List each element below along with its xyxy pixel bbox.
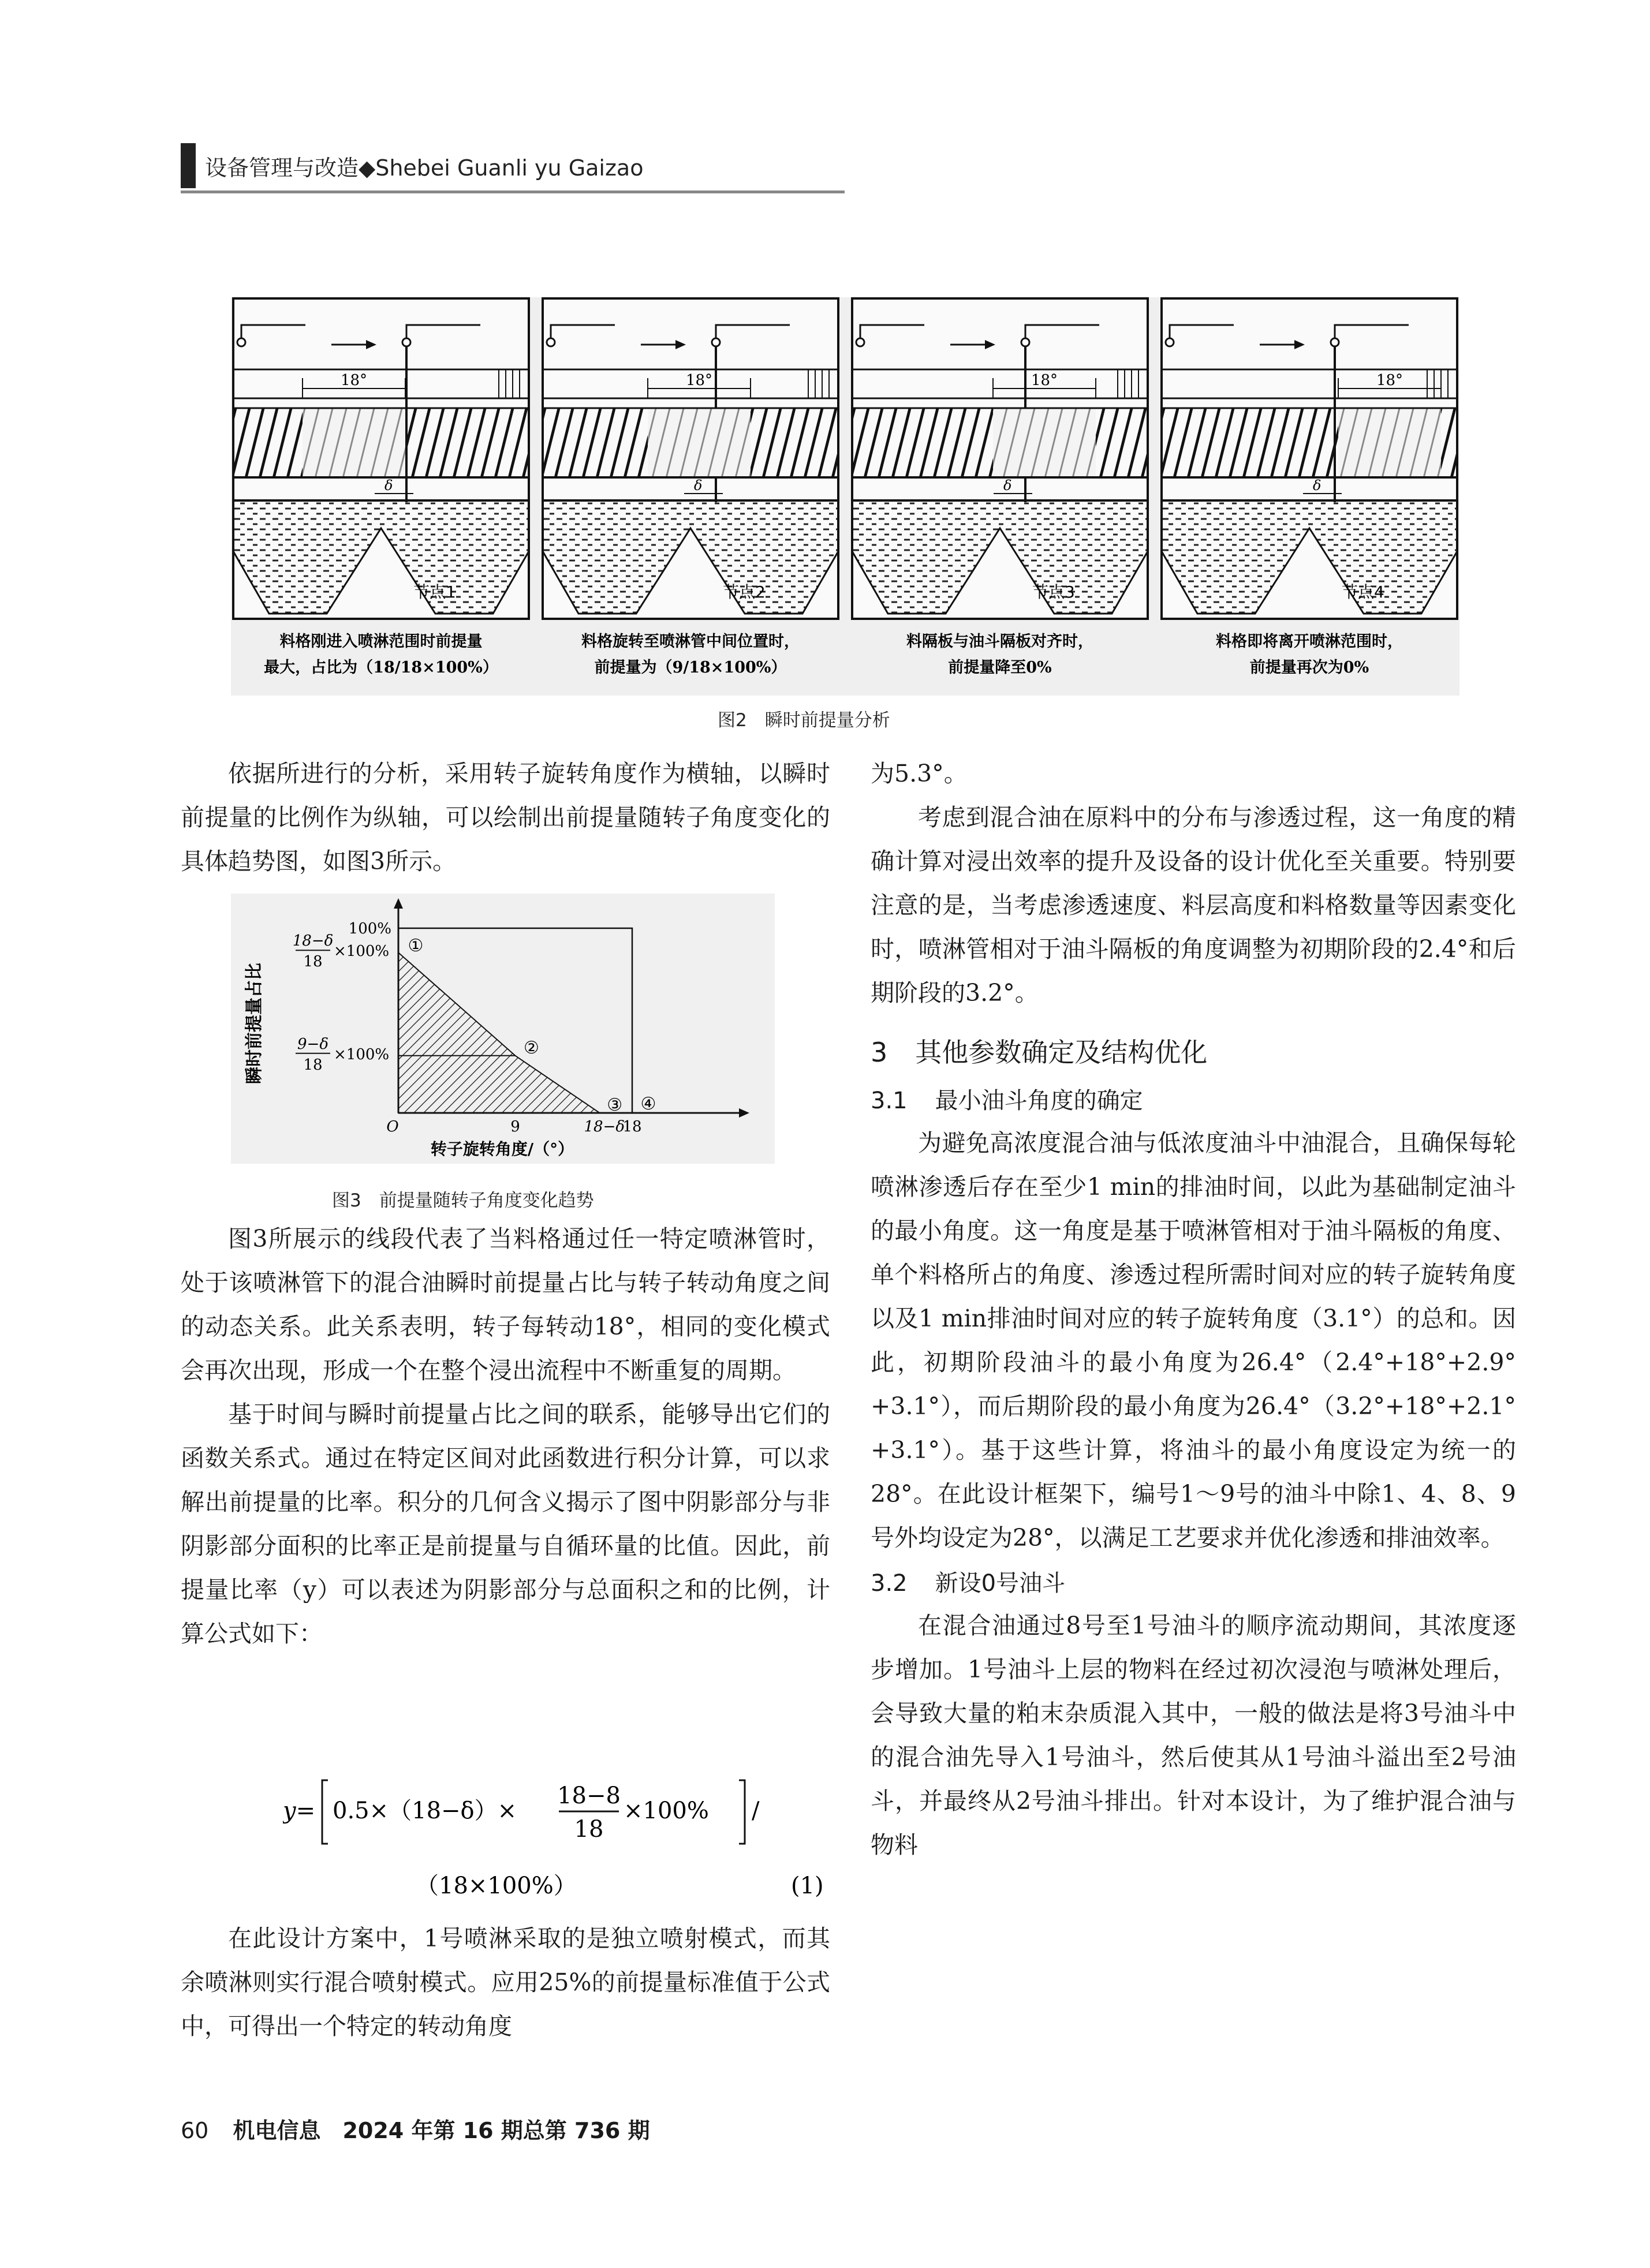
header-rule xyxy=(181,190,845,193)
x-tick-label: 18 xyxy=(622,1118,642,1135)
material-light xyxy=(1338,408,1441,477)
panel-desc-line1: 料格即将离开喷淋范围时， xyxy=(1216,633,1403,651)
section-3-2-heading xyxy=(871,1563,1516,1604)
material-light xyxy=(993,408,1096,477)
section-number: 3 xyxy=(871,1037,888,1068)
section-title: 最小油斗角度的确定 xyxy=(935,1088,1143,1114)
figure2-panel xyxy=(233,298,529,677)
spray-nozzle xyxy=(712,338,720,346)
delta-label: δ xyxy=(694,477,703,494)
formula-frac-num: 18−8 xyxy=(557,1783,621,1809)
right-column xyxy=(871,752,1516,1867)
y-tick-label: 18−δ xyxy=(292,932,334,950)
header-title: 设备管理与改造◆Shebei Guanli yu Gaizao xyxy=(205,155,644,181)
panel-desc-line2: 最大，占比为（18/18×100%） xyxy=(264,659,498,677)
point-marker: ② xyxy=(524,1037,539,1058)
panel-desc-line1: 料格刚进入喷淋范围时前提量 xyxy=(279,633,483,651)
spray-nozzle xyxy=(237,338,245,346)
spray-nozzle xyxy=(1166,338,1174,346)
point-marker: ④ xyxy=(640,1094,656,1114)
formula-bracket-left xyxy=(322,1780,328,1844)
section-3-1-heading xyxy=(871,1081,1516,1121)
section-number: 3.1 xyxy=(871,1088,908,1114)
node-label: 节点4 xyxy=(1342,582,1384,601)
angle-label: 18° xyxy=(340,372,368,389)
panel-desc-line2: 前提量降至0% xyxy=(948,659,1052,677)
figure2-panel xyxy=(543,298,838,677)
spray-nozzle xyxy=(856,338,864,346)
x-axis-label: 转子旋转角度/（°） xyxy=(430,1139,574,1159)
node-label: 节点3 xyxy=(1032,582,1075,601)
paragraph: 在此设计方案中，1号喷淋采取的是独立喷射模式，而其余喷淋则实行混合喷射模式。应用25%的前提量标准值于公式中，可得出一个特定的转动角度 xyxy=(181,1925,830,2040)
section-3-heading xyxy=(871,1027,1516,1077)
point-marker: ① xyxy=(408,936,424,956)
point-marker: ③ xyxy=(607,1095,623,1115)
x-tick-label: 9 xyxy=(510,1118,520,1135)
journal-info: 机电信息 2024 年第 16 期总第 736 期 xyxy=(233,2118,650,2143)
y-tick-label: 18 xyxy=(303,953,323,971)
page-number: 60 xyxy=(181,2118,209,2143)
paragraph: 考虑到混合油在原料中的分布与渗透过程，这一角度的精确计算对浸出效率的提升及设备的设计优化至关重要。特别要注意的是，当考虑渗透速度、料层高度和料格数量等因素变化时，喷淋管相对于油斗隔板的角度调整为初期阶段的2.4°和后期阶段的3.2°。 xyxy=(871,804,1516,1007)
formula-line2: （18×100%） xyxy=(416,1873,577,1899)
y-tick-label: ×100% xyxy=(334,1045,390,1063)
delta-label: δ xyxy=(384,477,393,494)
angle-label: 18° xyxy=(685,372,713,389)
spray-nozzle xyxy=(547,338,555,346)
figure2-caption: 图2 瞬时前提量分析 xyxy=(718,710,890,731)
figure2-panel xyxy=(852,298,1148,677)
spray-nozzle xyxy=(1021,338,1029,346)
section-title: 新设0号油斗 xyxy=(935,1570,1066,1597)
running-header xyxy=(181,143,643,188)
spray-nozzle xyxy=(402,338,410,346)
y-tick-label: 9−δ xyxy=(297,1035,328,1053)
paragraph: 在混合油通过8号至1号油斗的顺序流动期间，其浓度逐步增加。1号油斗上层的物料在经过初次浸泡与喷淋处理后，会导致大量的粕末杂质混入其中，一般的做法是将3号油斗中的混合油先导入1号油斗，然后使其从1号油斗溢出至2号油斗，并最终从2号油斗排出。针对本设计，为了维护混合油与物料 xyxy=(871,1612,1516,1859)
figure3 xyxy=(231,894,775,1164)
formula-bracket-right xyxy=(739,1780,745,1844)
formula-tail: ×100% xyxy=(624,1798,709,1824)
x-tick-label: O xyxy=(386,1118,399,1135)
y-tick-label: 18 xyxy=(303,1056,323,1074)
formula-y: y= xyxy=(283,1798,316,1824)
formula-1 xyxy=(283,1769,860,1913)
delta-label: δ xyxy=(1003,477,1012,494)
figure2-panel xyxy=(1162,298,1457,677)
spray-nozzle xyxy=(1331,338,1339,346)
left-column-top xyxy=(181,752,830,883)
paragraph: 基于时间与瞬时前提量占比之间的联系，能够导出它们的函数关系式。通过在特定区间对此函数进行积分计算，可以求解出前提量的比率。积分的几何含义揭示了图中阴影部分与非阴影部分面积的比率正是前提量与自循环量的比值。因此，前提量比率（y）可以表述为阴影部分与总面积之和的比例，计算公式如下： xyxy=(181,1400,830,1647)
panel-desc-line2: 前提量为（9/18×100%） xyxy=(594,659,787,677)
y-tick-label: ×100% xyxy=(334,943,390,961)
node-label: 节点2 xyxy=(723,582,766,601)
left-column-middle xyxy=(181,1217,830,1656)
formula-number: (1) xyxy=(791,1873,824,1899)
y-tick-label: 100% xyxy=(348,920,391,937)
formula-inner: 0.5×（18−δ）× xyxy=(333,1798,517,1824)
angle-label: 18° xyxy=(1376,372,1403,389)
paragraph: 为5.3°。 xyxy=(871,760,968,787)
paragraph: 为避免高浓度混合油与低浓度油斗中油混合，且确保每轮喷淋渗透后存在至少1 min的排油时间，以此为基础制定油斗的最小角度。这一角度是基于喷淋管相对于油斗隔板的角度、单个料格所占的角度、渗透过程所需时间对应的转子旋转角度以及1 min排油时间对应的转子旋转角度（3.1°）的总和。因此，初期阶段油斗的最小角度为26.4°（2.4°+18°+2.9°+3.1°），而后期阶段的最小角度为26.4°（3.2°+18°+2.1°+3.1°）。基于这些计算，将油斗的最小角度设定为统一的28°。在此设计框架下，编号1～9号的油斗中除1、4、8、9号外均设定为28°，以满足工艺要求并优化渗透和排油效率。 xyxy=(871,1129,1516,1552)
header-bar xyxy=(181,143,196,188)
material-light xyxy=(648,408,751,477)
section-number: 3.2 xyxy=(871,1570,908,1597)
panel-desc-line1: 料格旋转至喷淋管中间位置时， xyxy=(581,633,800,651)
angle-label: 18° xyxy=(1031,372,1058,389)
x-tick-label: 18−δ xyxy=(584,1118,625,1135)
page-footer xyxy=(181,2113,650,2144)
material-light xyxy=(303,408,405,477)
formula-frac-den: 18 xyxy=(574,1816,604,1843)
left-column-bottom xyxy=(181,1916,830,2048)
panel-desc-line1: 料隔板与油斗隔板对齐时， xyxy=(906,633,1093,651)
figure3-caption: 图3 前提量随转子角度变化趋势 xyxy=(332,1190,594,1211)
formula-slash: / xyxy=(752,1798,760,1824)
paragraph: 依据所进行的分析，采用转子旋转角度作为横轴，以瞬时前提量的比例作为纵轴，可以绘制出前提量随转子角度变化的具体趋势图，如图3所示。 xyxy=(181,760,830,875)
panel-desc-line2: 前提量再次为0% xyxy=(1249,659,1369,677)
section-title: 其他参数确定及结构优化 xyxy=(915,1037,1208,1068)
node-label: 节点1 xyxy=(413,582,456,601)
delta-label: δ xyxy=(1313,477,1322,494)
paragraph: 图3所展示的线段代表了当料格通过任一特定喷淋管时，处于该喷淋管下的混合油瞬时前提量占比与转子转动角度之间的动态关系。此关系表明，转子每转动18°，相同的变化模式会再次出现，形成一个在整个浸出流程中不断重复的周期。 xyxy=(181,1225,830,1384)
y-axis-label: 瞬时前提量占比 xyxy=(244,963,264,1084)
figure2 xyxy=(231,297,1459,696)
